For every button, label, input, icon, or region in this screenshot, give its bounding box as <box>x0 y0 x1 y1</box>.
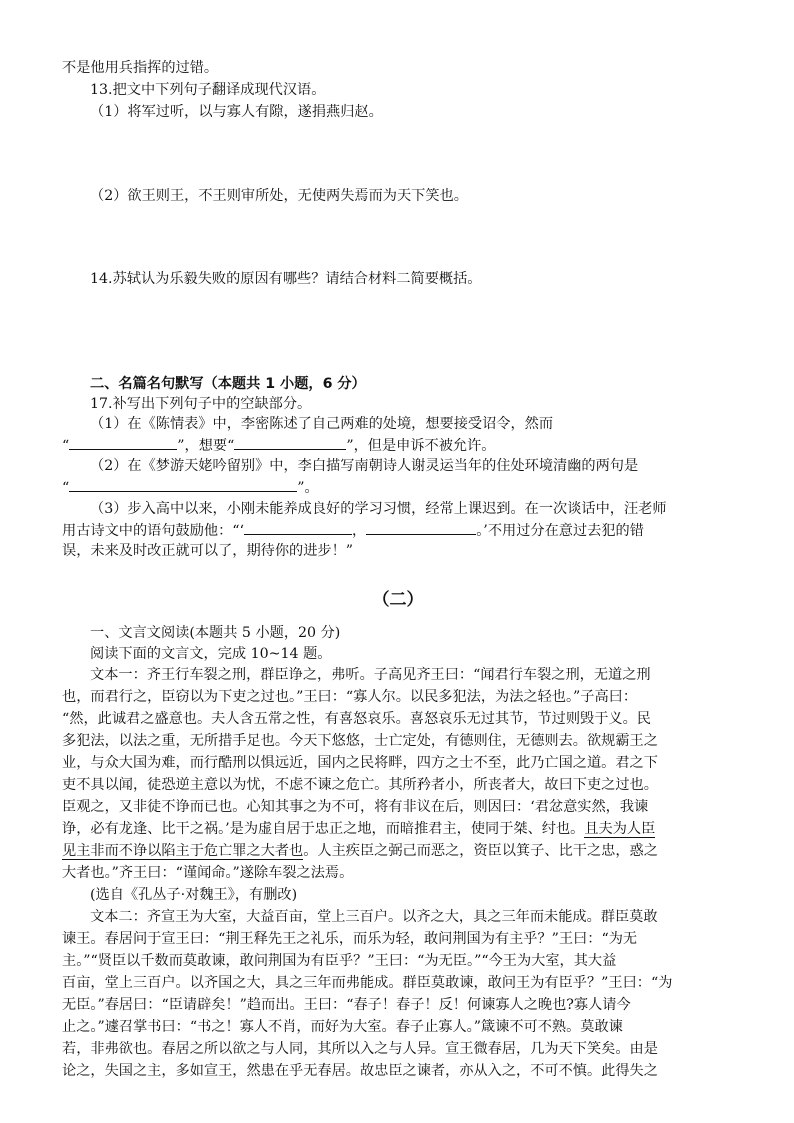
question-17-1-blanks <box>62 435 495 456</box>
question-17-2: （2）在《梦游天姥吟留别》中，李白描写南朝诗人谢灵运当年的住处环境清幽的两句是 <box>90 458 639 474</box>
section-2-heading: 二、名篇名句默写（本题共 1 小题，6 分） <box>90 376 366 392</box>
question-14: 14.苏轼认为乐毅失败的原因有哪些？请结合材料二简要概括。 <box>90 271 482 287</box>
answer-blank[interactable] <box>244 520 352 535</box>
connector-text: ”，想要“ <box>177 438 235 454</box>
question-13-2: （2）欲王则王，不王则审所处，无使两失焉而为天下笑也。 <box>90 188 468 204</box>
text2-line: 止之。”遽召掌书曰：“书之！寡人不肖，而好为大室。春子止寡人。”箴谏不可不熟。莫敢谏 <box>62 1019 623 1035</box>
open-quote: “ <box>62 438 70 454</box>
answer-blank[interactable] <box>366 520 476 535</box>
comma-text: ， <box>352 523 367 539</box>
answer-blank[interactable] <box>234 435 346 450</box>
text1-line: 大者也。”齐王曰：“谨闻命。”遂除车裂之法焉。 <box>62 865 354 881</box>
text1-line: 业，与众大国为难，而行酷刑以惧远近，国内之民将畔，四方之士不至，此乃亡国之道。君之下 <box>62 755 658 771</box>
question-17-3: （3）步入高中以来，小刚未能养成良好的学习习惯，经常上课迟到。在一次谈话中，汪老师 <box>90 501 667 517</box>
text2-line: 若，非弗欲也。春居之所以欲之与人同，其所以入之与人异。宣王微春居，几为天下笑矣。由是 <box>62 1041 658 1057</box>
text1-line-10 <box>62 841 658 861</box>
text1-line: 吏不具以闻，徒恐逆主意以为忧，不虑不谏之危亡。其所矜者小，所丧者大，故曰下吏之过也。 <box>62 777 658 793</box>
question-17-3-blanks <box>62 520 644 541</box>
text2-line: 文本二：齐宣王为大室，大益百亩，堂上三百户。以齐之大，具之三年而未能成。群臣莫敢 <box>90 909 658 925</box>
question-17-3-end: 误，未来及时改正就可以了，期待你的进步！” <box>62 543 354 559</box>
text1-line: 文本一：齐王行车裂之刑，群臣诤之，弗听。子高见齐王曰：“闻君行车裂之刑，无道之刑 <box>90 667 651 683</box>
open-quote: “ <box>62 480 70 496</box>
question-17: 17.补写出下列句子中的空缺部分。 <box>90 396 312 412</box>
text1-source: (选自《孔丛子·对魏王》，有删改) <box>90 887 298 903</box>
part-two-title: （二） <box>372 590 424 610</box>
underlined-sentence: 且夫为人臣 <box>584 821 656 837</box>
text1-line-9 <box>62 819 655 839</box>
text2-line: 谏王。春居问于宣王曰：“荆王释先王之礼乐，而乐为轻，敢问荆国为有主乎？”王曰：“为无 <box>62 931 638 947</box>
answer-blank[interactable] <box>69 477 297 492</box>
text1-line-body: 。人主疾臣之弼己而恶之，资臣以箕子、比干之忠，惑之 <box>303 843 658 859</box>
text1-line-body: 诤，必有龙逢、比干之祸。’是为虚自居于忠正之地，而暗推君主，使同于桀、纣也。 <box>62 821 585 837</box>
question-17-1: （1）在《陈情表》中，李密陈述了自己两难的处境，想要接受诏令，然而 <box>90 416 554 432</box>
question-13-1: （1）将军过听，以与寡人有隙，遂捐燕归赵。 <box>90 104 383 120</box>
reading-instruction: 阅读下面的文言文，完成 10~14 题。 <box>90 646 332 662</box>
text2-line: 论之，失国之主，多如宣王，然患在乎无春居。故忠臣之谏者，亦从入之，不可不慎。此得失之 <box>62 1063 658 1079</box>
underlined-sentence: 见主非而不诤以陷主于危亡罪之大者也 <box>62 843 304 859</box>
question-13: 13.把文中下列句子翻译成现代汉语。 <box>90 82 326 98</box>
text2-line: 百亩，堂上三百户。以齐国之大，具之三年而弗能成。群臣莫敢谏，敢问王为有臣乎？”王曰：“为 <box>62 975 673 991</box>
trailing-text: 。’不用过分在意过去犯的错 <box>476 523 644 539</box>
text2-line: 无臣。”春居曰：“臣请辟矣！”趋而出。王曰：“春子！春子！反！何谏寡人之晚也?寡人请今 <box>62 997 631 1013</box>
carry-over-line: 不是他用兵指挥的过错。 <box>62 60 219 76</box>
text2-line: 主。”“贤臣以千数而莫敢谏，敢问荆国为有臣乎？”王曰：“为无臣。”“今王为大室，其大益 <box>62 953 617 969</box>
text1-line: 多犯法，以法之重，无所措手足也。今天下悠悠，士亡定处，有德则住，无德则去。欲规霸王之 <box>62 733 658 749</box>
trailing-text: ”，但是申诉不被允许。 <box>346 438 496 454</box>
answer-blank[interactable] <box>69 435 177 450</box>
text1-line: “然，此诚君之盛意也。夫人含五常之性，有喜怒哀乐。喜怒哀乐无过其节，节过则毁于义。民 <box>62 711 651 727</box>
close-quote: ”。 <box>297 480 319 496</box>
prompt-text: 用古诗文中的语句鼓励他：“‘ <box>62 523 245 539</box>
text1-line: 也，而君行之，臣窃以为下吏之过也。”王曰：“寡人尔。以民多犯法，为法之轻也。”子高曰： <box>62 689 638 705</box>
question-17-2-blank <box>62 477 319 498</box>
text1-line: 臣观之，又非徒不诤而已也。心知其事之为不可，将有非议在后，则因曰：‘君忿意实然，我谏 <box>62 799 649 815</box>
section-1-heading: 一、文言文阅读(本题共 5 小题，20 分) <box>90 625 341 641</box>
